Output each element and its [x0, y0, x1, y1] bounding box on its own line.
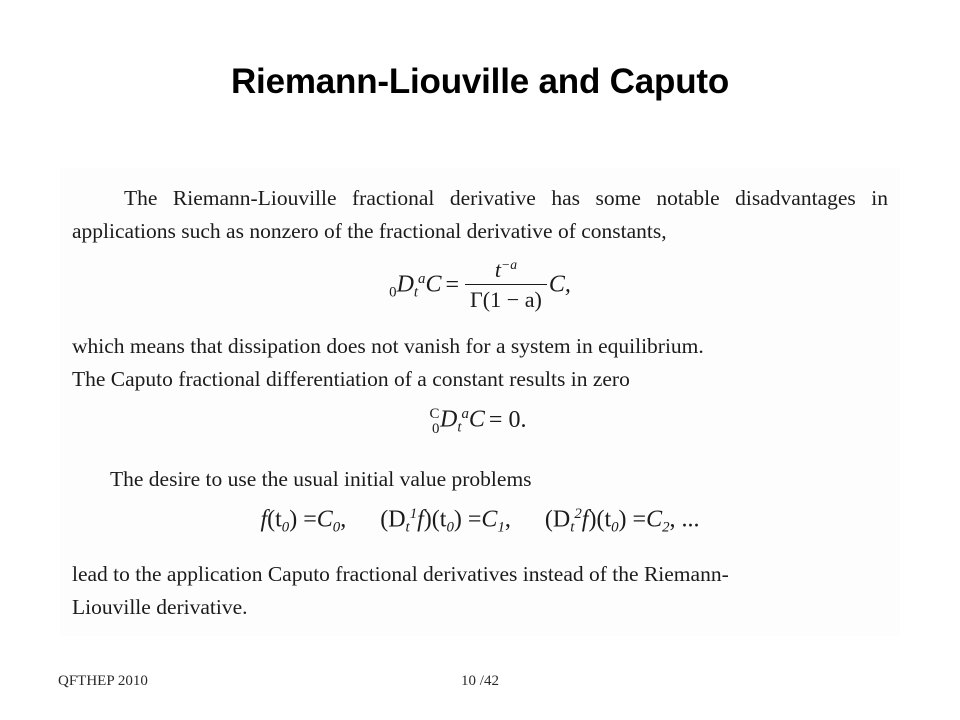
eq3-C1-sub: 1 [497, 519, 505, 536]
eq3-f: f [260, 506, 268, 533]
equation-caputo-derivative-of-constant [60, 406, 900, 436]
eq3-sub-2: t [405, 519, 410, 536]
equation-2-math [430, 406, 531, 436]
eq3-zero-a: 0 [281, 519, 290, 536]
eq2-sub: t [457, 419, 462, 436]
eq3-C0-sub: 0 [332, 519, 341, 536]
eq2-presup: C [429, 405, 440, 422]
eq3-close-2: ) = [453, 506, 482, 533]
paragraph-dissipation: which means that dissipation does not vanish for a system in equilibrium. [72, 334, 704, 358]
eq2-presub: 0 [432, 420, 440, 437]
eq1-num-t: t [494, 257, 501, 282]
eq2-sup: a [461, 406, 469, 423]
eq1-D: D [396, 271, 414, 298]
eq3-zero-b: 0 [446, 519, 454, 536]
eq3-zero-c: 0 [611, 519, 619, 536]
eq3-mid-3: )(t [588, 506, 612, 533]
eq1-equals: = [445, 271, 460, 298]
eq3-ellipsis: , ... [669, 506, 700, 533]
paragraph-initial-value: The desire to use the usual initial value problems [110, 467, 532, 491]
footer-conference-label: QFTHEP 2010 [58, 673, 148, 689]
eq3-f-2: f [417, 506, 424, 533]
eq3-C2: C [646, 506, 663, 533]
eq1-sup: a [418, 270, 426, 287]
eq3-close-3: ) = [618, 506, 647, 533]
eq3-C1: C [481, 506, 498, 533]
paragraph-conclusion-line1: lead to the application Caputo fractional derivatives instead of the Riemann- [72, 562, 729, 586]
eq3-sup-2: 1 [409, 506, 418, 522]
eq3-open-3: (D [544, 506, 571, 533]
eq1-sub: t [413, 284, 419, 301]
eq3-C0: C [316, 506, 333, 533]
eq1-tail-C: C, [548, 271, 571, 298]
page-title: Riemann-Liouville and Caputo [230, 62, 730, 101]
eq3-comma-2: , [504, 506, 511, 533]
eq3-sup-3: 2 [574, 506, 582, 522]
eq2-C: C [468, 406, 485, 433]
eq1-num-exponent: −a [500, 257, 518, 273]
paragraph-conclusion-line2: Liouville derivative. [72, 595, 248, 619]
paragraph-caputo-zero: The Caputo fractional differentiation of a constant results in zero [72, 367, 630, 391]
eq1-gamma: Γ(1 − a) [470, 287, 542, 312]
eq2-prescript [430, 407, 440, 437]
eq3-close-a: ) = [289, 506, 317, 533]
eq3-sub-3: t [570, 519, 575, 536]
equation-1-math [389, 258, 571, 314]
eq3-f-3: f [581, 506, 589, 533]
eq3-open-2: (D [380, 506, 406, 533]
eq1-denominator [465, 284, 547, 313]
footer-page-number: 10 /42 [461, 673, 499, 689]
equation-3-math [260, 506, 699, 536]
eq1-fraction [465, 257, 547, 313]
eq2-rest: = 0. [488, 406, 527, 433]
eq3-open-a: (t [267, 506, 282, 533]
paragraph-intro: The Riemann-Liouville fractional derivative has some notable disadvantages in applications such as nonzero of the fractional derivative of constants, [72, 186, 888, 243]
eq3-C2-sub: 2 [662, 519, 670, 536]
eq1-C: C [425, 271, 442, 298]
eq3-comma-1: , [340, 506, 347, 533]
eq1-numerator [465, 257, 547, 284]
eq1-presub: 0 [389, 284, 397, 301]
eq2-D: D [439, 406, 458, 433]
equation-initial-conditions [60, 506, 900, 536]
eq3-mid-2: )(t [423, 506, 447, 533]
slide-content-image [60, 168, 900, 636]
equation-rl-derivative-of-constant [60, 258, 900, 314]
